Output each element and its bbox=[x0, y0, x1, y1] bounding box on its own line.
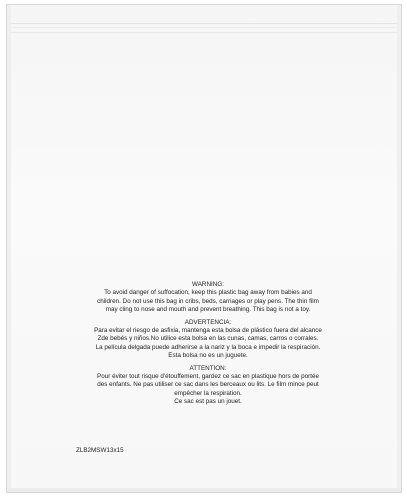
zipper-track bbox=[7, 27, 401, 28]
side-seal-right bbox=[397, 5, 401, 492]
bottom-seal bbox=[7, 488, 401, 492]
warning-english-title: WARNING: bbox=[192, 281, 224, 288]
warning-english bbox=[70, 281, 346, 315]
warning-french-title: ATTENTION: bbox=[189, 364, 227, 372]
warning-spanish-text: Para evitar el riesgo de asfixia, mantenga esta bolsa de plástico fuera del alcance Zde bebés y niños.No utilice esta bolsa en las cunas, camas, carros o corrales. La película delgada puede adherirse a la nariz y la boca e impedir la respiración. Esta bolsa no es un juguete. bbox=[94, 327, 322, 360]
warning-french-text: Pour éviter tout risque d'étouffement, gardez ce sac en plastique hors de portée des enfants. Ne pas utiliser ce sac dans les berceaux ou lits. Le film mince peut empêcher la respiration. Ce sac est pas un jouet. bbox=[97, 373, 319, 406]
zipper-seal bbox=[7, 23, 401, 33]
suffocation-warning bbox=[70, 281, 346, 411]
product-code: ZLB2MSW13x15 bbox=[76, 447, 124, 454]
warning-english-text: To avoid danger of suffocation, keep this plastic bag away from babies and children. Do not use this bag in cribs, beds, carriages or play pens. The thin film may cling to nose and mouth and prevent breathing. This bag is not a toy. bbox=[97, 289, 319, 314]
warning-spanish-title: ADVERTENCIA: bbox=[184, 318, 232, 326]
side-seal-left bbox=[7, 5, 11, 492]
warning-french bbox=[70, 365, 346, 407]
plastic-bag bbox=[6, 4, 402, 493]
warning-spanish bbox=[70, 319, 346, 361]
